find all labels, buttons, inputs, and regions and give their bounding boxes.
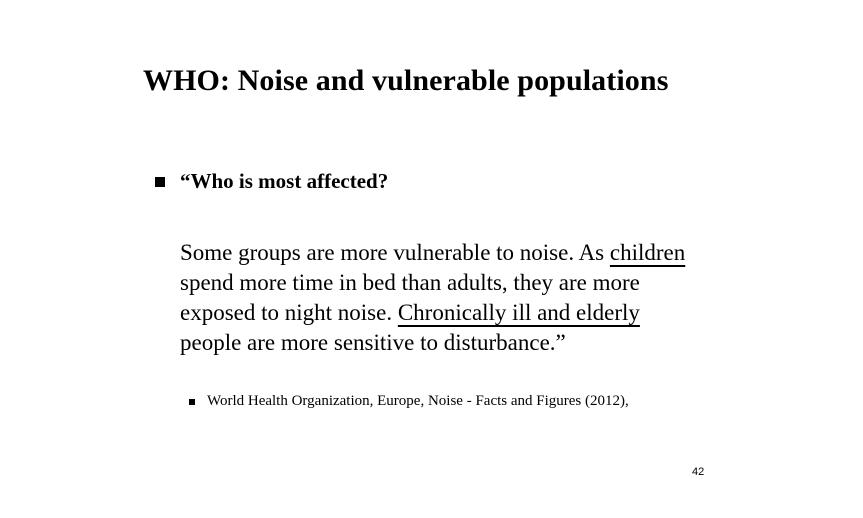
quote-line-4: people are more sensitive to disturbance.” <box>180 330 566 355</box>
bullet-heading: “Who is most affected? <box>180 169 389 193</box>
source-bullet <box>189 393 629 410</box>
quote-line-1 <box>180 238 740 268</box>
slide-title: WHO: Noise and vulnerable populations <box>143 64 669 97</box>
main-bullet <box>155 169 388 194</box>
page-number: 42 <box>692 466 705 478</box>
underlined-chronically-ill: Chronically ill and elderly <box>397 300 640 325</box>
quote-line-1-text: Some groups are more vulnerable to noise. As <box>180 240 610 265</box>
quote-line-2: spend more time in bed than adults, they are more <box>180 270 640 295</box>
quote-line-3-text: exposed to night noise. <box>180 300 398 325</box>
small-square-bullet-icon <box>189 399 195 405</box>
source-citation: World Health Organization, Europe, Noise - Facts and Figures (2012), <box>207 393 629 409</box>
quote-paragraph <box>180 238 740 358</box>
quote-line-3 <box>180 298 740 328</box>
underlined-children: children <box>609 240 686 265</box>
square-bullet-icon <box>155 177 165 187</box>
